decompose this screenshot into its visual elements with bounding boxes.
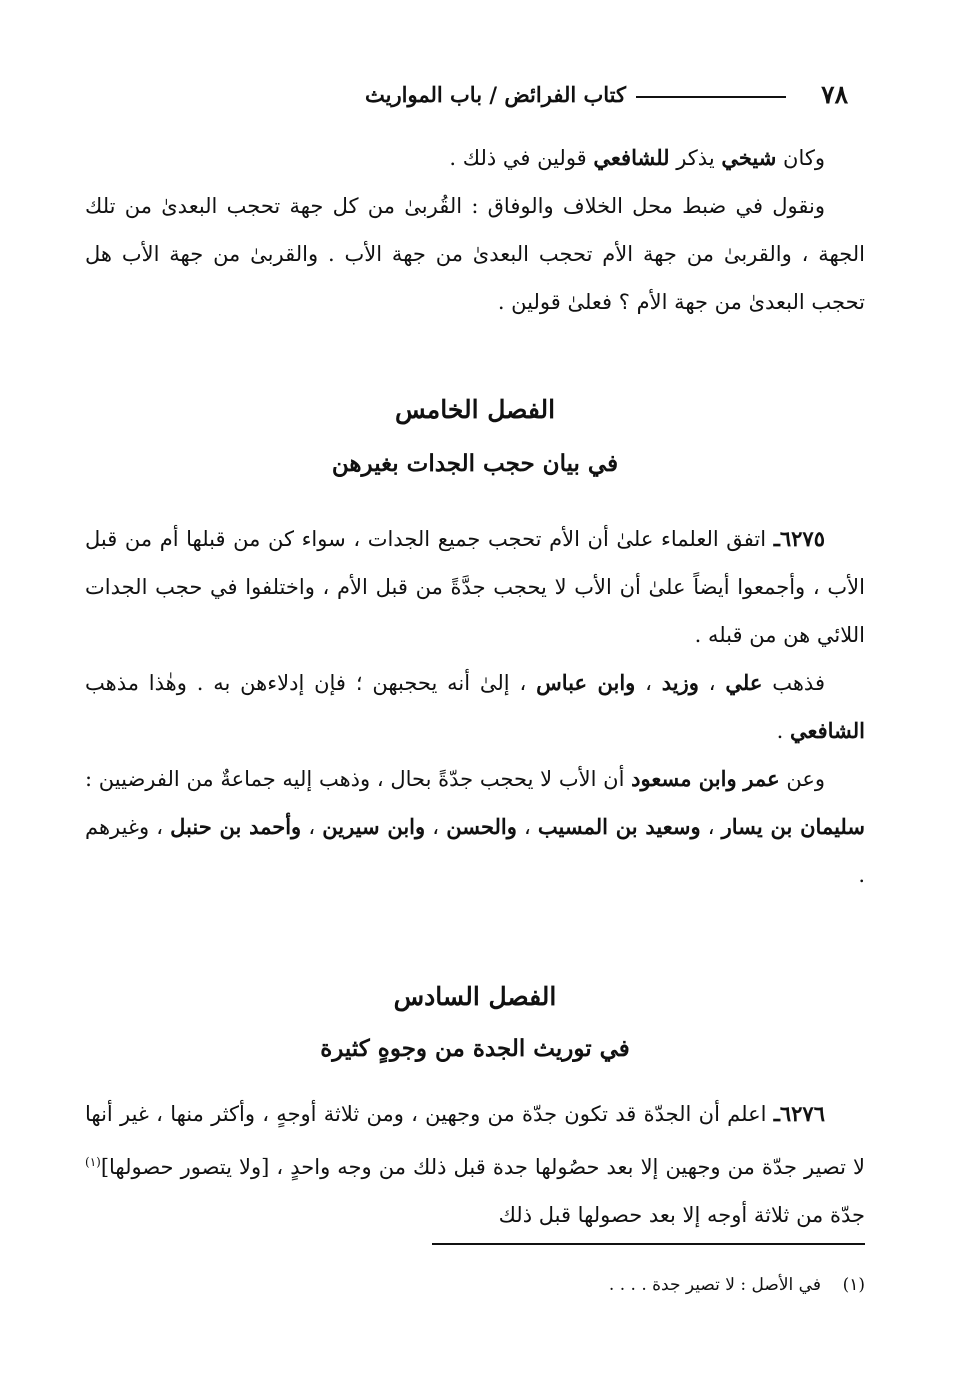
footnote-rule — [432, 1243, 865, 1245]
section5-paragraph-3: وعن عمر وابن مسعود أن الأب لا يحجب جدّةً بحال ، وذهب إليه جماعةٌ من الفرضيين : سليمان بن يسار ، وسعيد بن المسيب ، والحسن ، وابن سيرين ، وأحمد بن حنبل ، وغيرهم . — [85, 766, 865, 887]
header-title: كتاب الفرائض / باب المواريث — [365, 82, 626, 107]
section6-subtitle: في توريث الجدة من وجوهٍ كثيرة — [320, 1035, 630, 1062]
footnote-text: في الأصل : لا تصير جدة . . . . — [608, 1275, 821, 1295]
section5-paragraph-2: فذهب علي ، وزيد ، وابن عباس ، إلىٰ أنه يحجبهن ؛ فإن إدلاءهن به . وهٰذا مذهب الشافعي . — [85, 670, 865, 743]
section5-title: الفصل الخامس — [394, 395, 556, 424]
running-header — [88, 78, 848, 118]
footnote-ref: (١) — [85, 1155, 101, 1169]
paragraph-number: ٦٢٧٥ـ — [773, 526, 825, 551]
header-rule — [636, 96, 786, 98]
paragraph-number: ٦٢٧٦ـ — [773, 1101, 825, 1126]
section5-text — [85, 515, 865, 899]
intro-text — [85, 134, 865, 326]
section6-text — [85, 1090, 865, 1239]
section5-paragraph-1: ٦٢٧٥ـ اتفق العلماء علىٰ أن الأم تحجب جميع الجدات ، سواء كن من قبلها أم من قبل الأب ، وأجمعوا أيضاً علىٰ أن الأب لا يحجب جدَّةً من قبل الأم ، واختلفوا في حجب الجدات اللائي هن من قبله . — [85, 526, 865, 647]
page-number: ٧٨ — [821, 80, 848, 109]
footnote-number: (١) — [842, 1275, 865, 1295]
intro-paragraph-1: وكان شيخي يذكر للشافعي قولين في ذلك . — [449, 145, 825, 170]
footnote — [400, 1275, 865, 1295]
section6-title: الفصل السادس — [393, 982, 557, 1011]
section5-subtitle: في بيان حجب الجدات بغيرهن — [331, 450, 619, 477]
section6-paragraph-1: ٦٢٧٦ـ اعلم أن الجدّة قد تكون جدّة من وجهين ، ومن ثلاثة أوجهٍ ، وأكثر منها ، غير أنها لا تصير جدّة من وجهين إلا بعد حصُولها جدة قبل ذلك من وجه واحدٍ ، [ولا يتصور حصولها]$^{(١)}$ جدّة من ثلاثة أوجه إلا بعد حصولها قبل ذلك — [85, 1101, 865, 1227]
intro-paragraph-2: ونقول في ضبط محل الخلاف والوفاق : القُربىٰ من كل جهة تحجب البعدىٰ من تلك الجهة ، والقربىٰ من جهة الأم تحجب البعدىٰ من جهة الأب . والقربىٰ من جهة الأب هل تحجب البعدىٰ من جهة الأم ؟ فعلىٰ قولين . — [85, 194, 865, 314]
